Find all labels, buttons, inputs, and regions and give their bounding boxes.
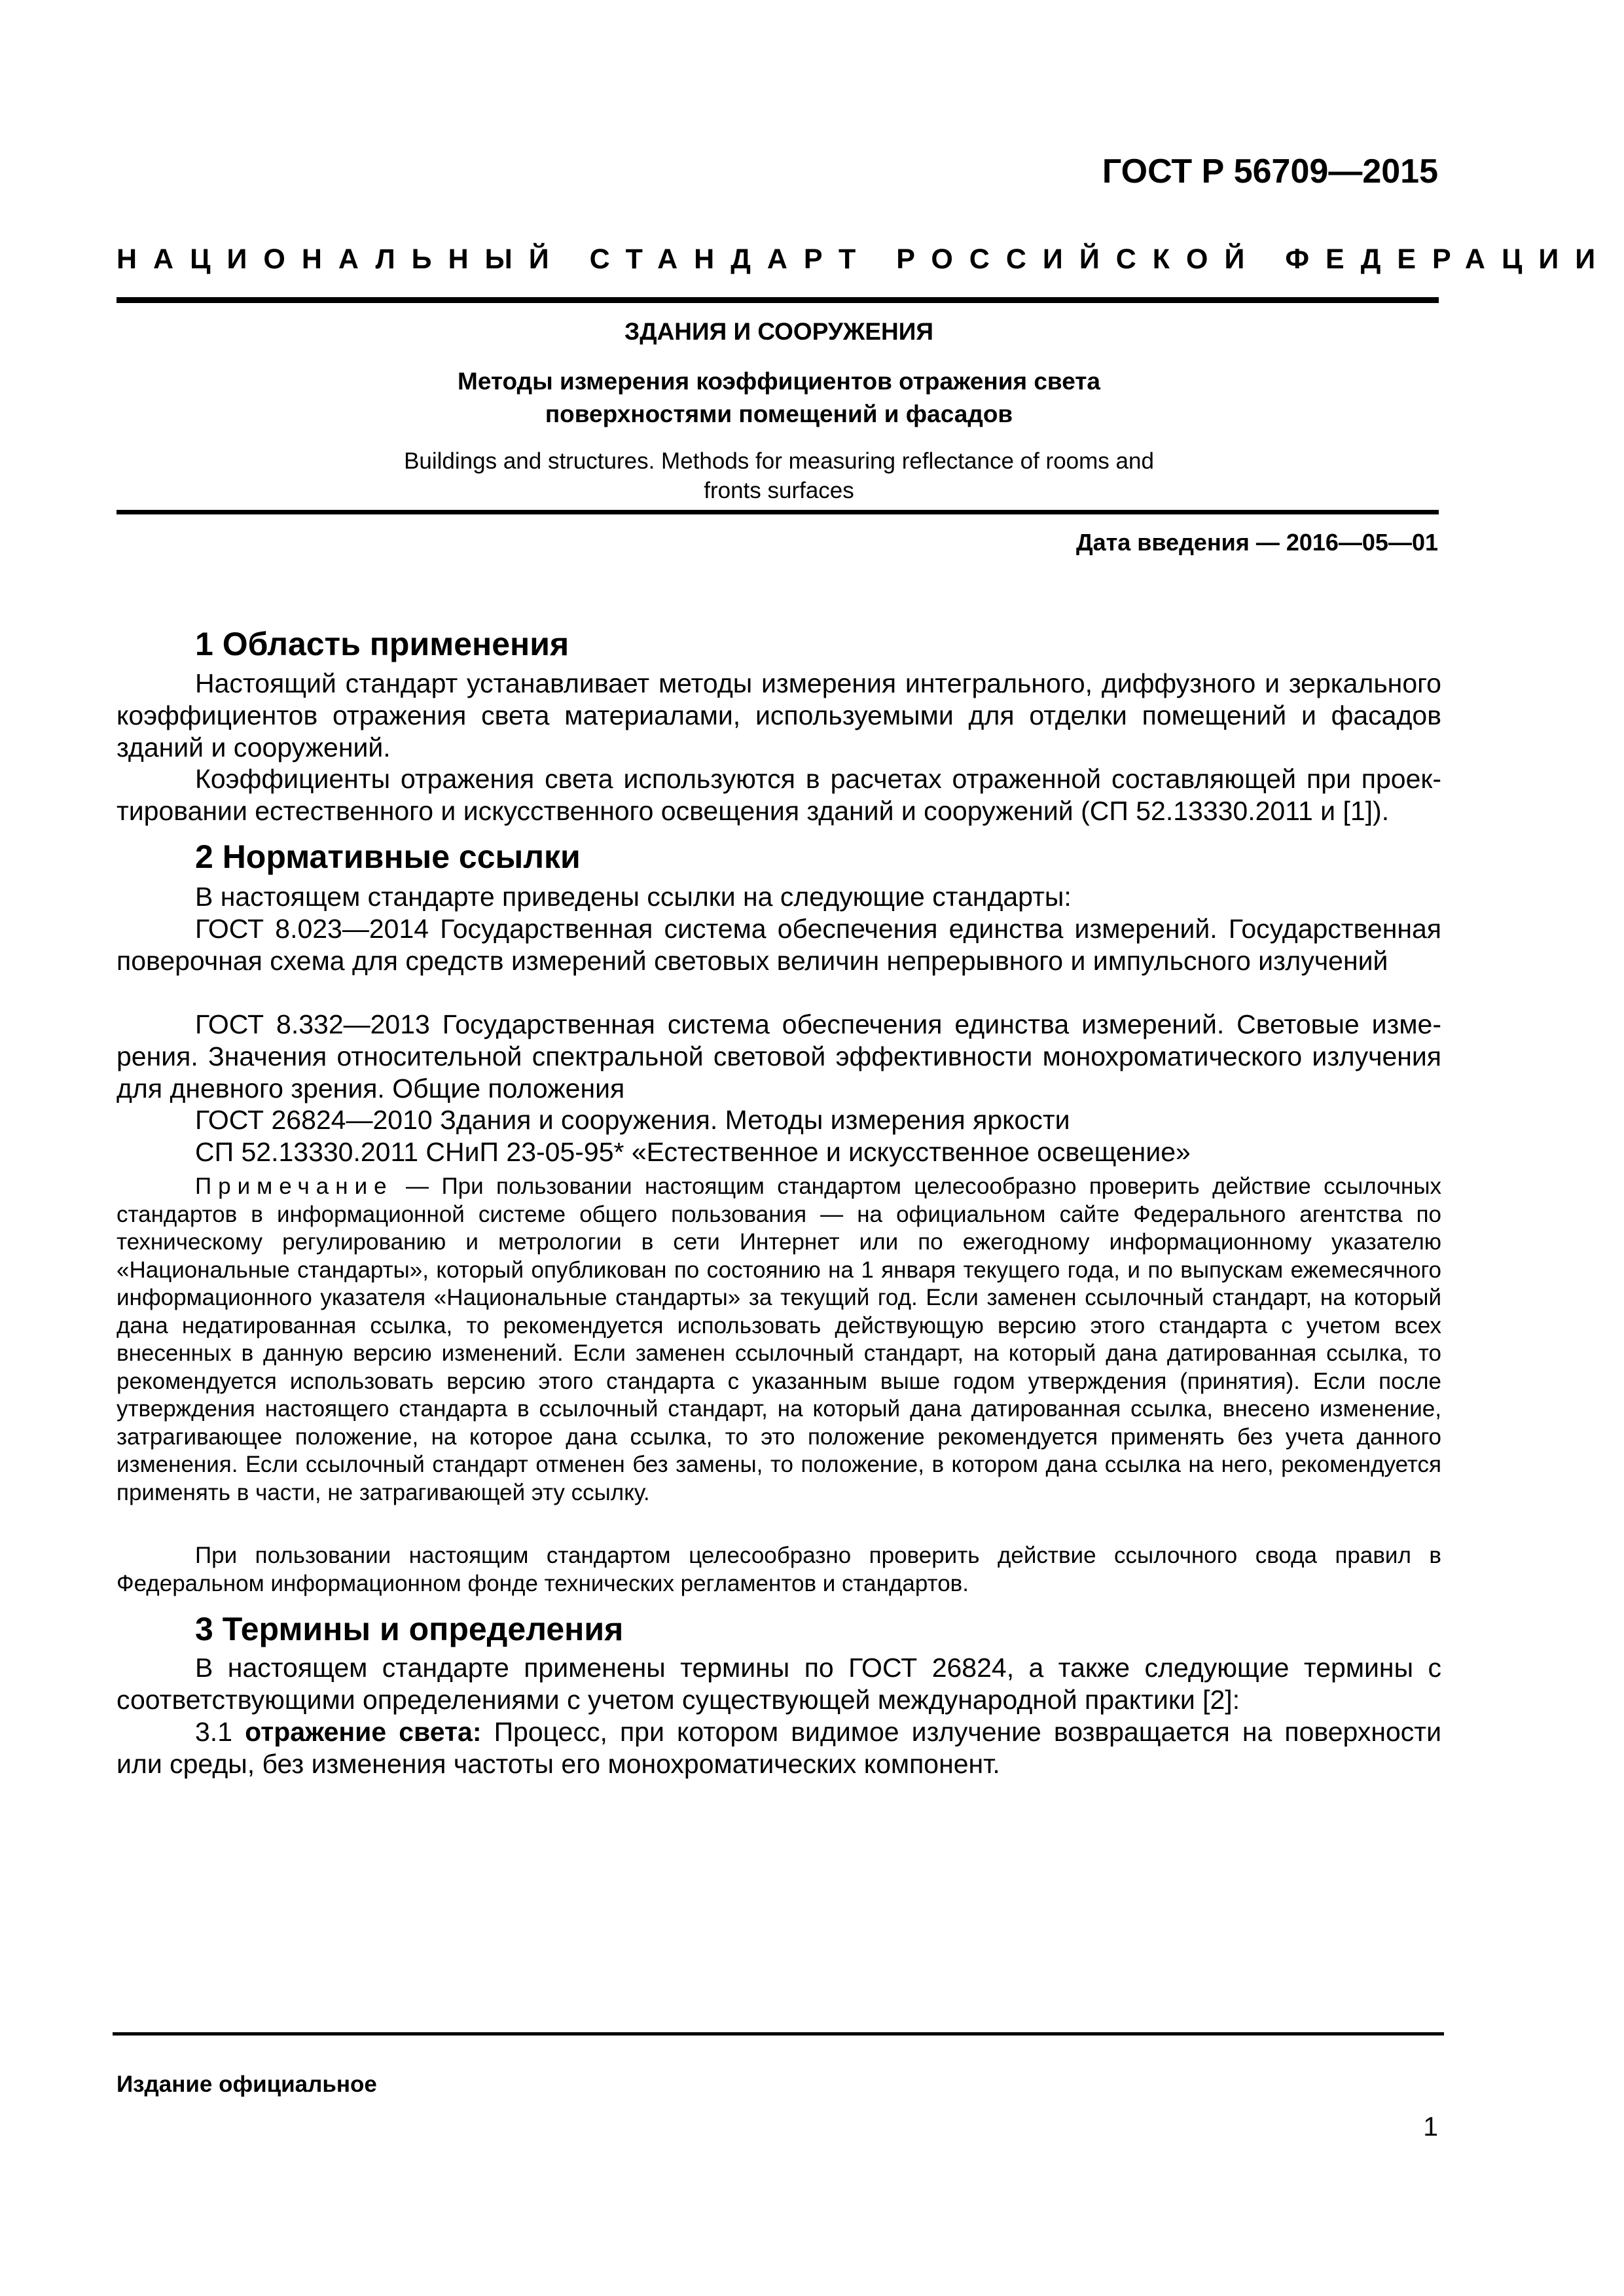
section-3-heading: 3 Термины и определения [195, 1611, 624, 1647]
section-1-paragraph-1: Настоящий стандарт устанавливает методы измерения интегрального, диффузного и зеркального коэффициентов отражения света материалами, используемыми для отделки помещений и фасадов зданий и сооружений. [117, 668, 1441, 762]
footer-divider [113, 2032, 1444, 2036]
term-definition-3-1 [117, 1716, 1441, 1780]
term-name: отражение света: [245, 1717, 482, 1747]
english-title-line-2: fronts surfaces [704, 478, 854, 503]
note-paragraph [117, 1173, 1441, 1507]
national-standard-title: НАЦИОНАЛЬНЫЙ СТАНДАРТ РОССИЙСКОЙ ФЕДЕРАЦИИ [117, 243, 1612, 275]
note-label: Примечание [195, 1174, 393, 1199]
standard-subtitle [117, 365, 1441, 431]
note-text: — При пользовании настоящим стандартом целесообразно проверить действие ссылочных стандартов в информационной системе общего пользования — на официальном сайте Федерального агентства по техническому регулированию и метрологии в сети Интернет или по ежегодному информационному указателю «Национальные стандарты», который опубликован по состоянию на 1 января текущего года, и по выпускам ежемесячного информационного указателя «Национальные стандарты» за текущий год. Если заменен ссылочный стандарт, на который дана недатированная ссылка, то рекомендуется использовать действующую версию этого стандарта с учетом всех внесенных в данную версию изменений. Если заменен ссылочный стандарт, на который дана датированная ссылка, то рекомендуется использовать версию этого стандарта с указанным выше годом утверждения (принятия). Если после утверждения настоящего стандарта в ссылочный стандарт, на который дана датированная ссылка, внесено изменение, затрагивающее положение, на которое дана ссылка, то это положение рекомендуется применять без учета данного изменения. Если ссылочный стандарт отменен без замены, то положение, в котором дана ссылка на него, рекомендуется применять в части, не затрагивающей эту ссылку. [117, 1174, 1441, 1505]
document-number: ГОСТ Р 56709—2015 [1102, 152, 1438, 190]
term-definition-text: Процесс, при котором видимое излучение возвращается на поверхности или среды, без изменения частоты его монохроматических компонент. [117, 1717, 1441, 1779]
section-1-heading: 1 Область применения [195, 626, 569, 662]
term-number: 3.1 [195, 1717, 245, 1747]
note-paragraph-2: При пользовании настоящим стандартом целесообразно проверить действие ссылочного свода правил в Федеральном информационном фонде технических регламентов и стандартов. [117, 1543, 1441, 1596]
reference-gost-26824: ГОСТ 26824—2010 Здания и сооружения. Методы измерения яркости [195, 1105, 1070, 1135]
english-title [117, 446, 1441, 505]
standard-title: ЗДАНИЯ И СООРУЖЕНИЯ [624, 318, 933, 345]
reference-sp-52: СП 52.13330.2011 СНиП 23-05-95* «Естественное и искусственное освещение» [195, 1137, 1191, 1167]
title-divider [117, 510, 1439, 514]
section-2-heading: 2 Нормативные ссылки [195, 838, 581, 875]
section-2-paragraph-1: В настоящем стандарте приведены ссылки на следующие стандарты: [195, 882, 1072, 912]
subtitle-line-2: поверхностями помещений и фасадов [545, 401, 1013, 427]
introduction-date: Дата введения — 2016—05—01 [1075, 529, 1438, 556]
page-number: 1 [1423, 2111, 1438, 2142]
subtitle-line-1: Методы измерения коэффициентов отражения света [458, 368, 1100, 395]
reference-gost-8-023: ГОСТ 8.023—2014 Государственная система обеспечения единства измерений. Государственная поверочная схема для средств измерений световых величин непрерывного и импульсного излучений [117, 914, 1441, 976]
section-1-paragraph-2: Коэффициенты отражения света используются в расчетах отраженной составляющей при проектировании естественного и искусственного освещения зданий и сооружений (СП 52.13330.2011 и [1]). [117, 764, 1441, 826]
section-3-paragraph-1: В настоящем стандарте применены термины по ГОСТ 26824, а также следующие термины с соответствующими определениями с учетом существующей международной практики [2]: [117, 1653, 1441, 1715]
edition-label: Издание официальное [117, 2072, 377, 2097]
reference-gost-8-332: ГОСТ 8.332—2013 Государственная система обеспечения единства измерений. Световые измерения. Значения относительной спектральной световой эффективности монохроматического излучения для дневного зрения. Общие положения [117, 1009, 1441, 1103]
top-divider [117, 297, 1439, 303]
english-title-line-1: Buildings and structures. Methods for measuring reflectance of rooms and [404, 448, 1154, 474]
